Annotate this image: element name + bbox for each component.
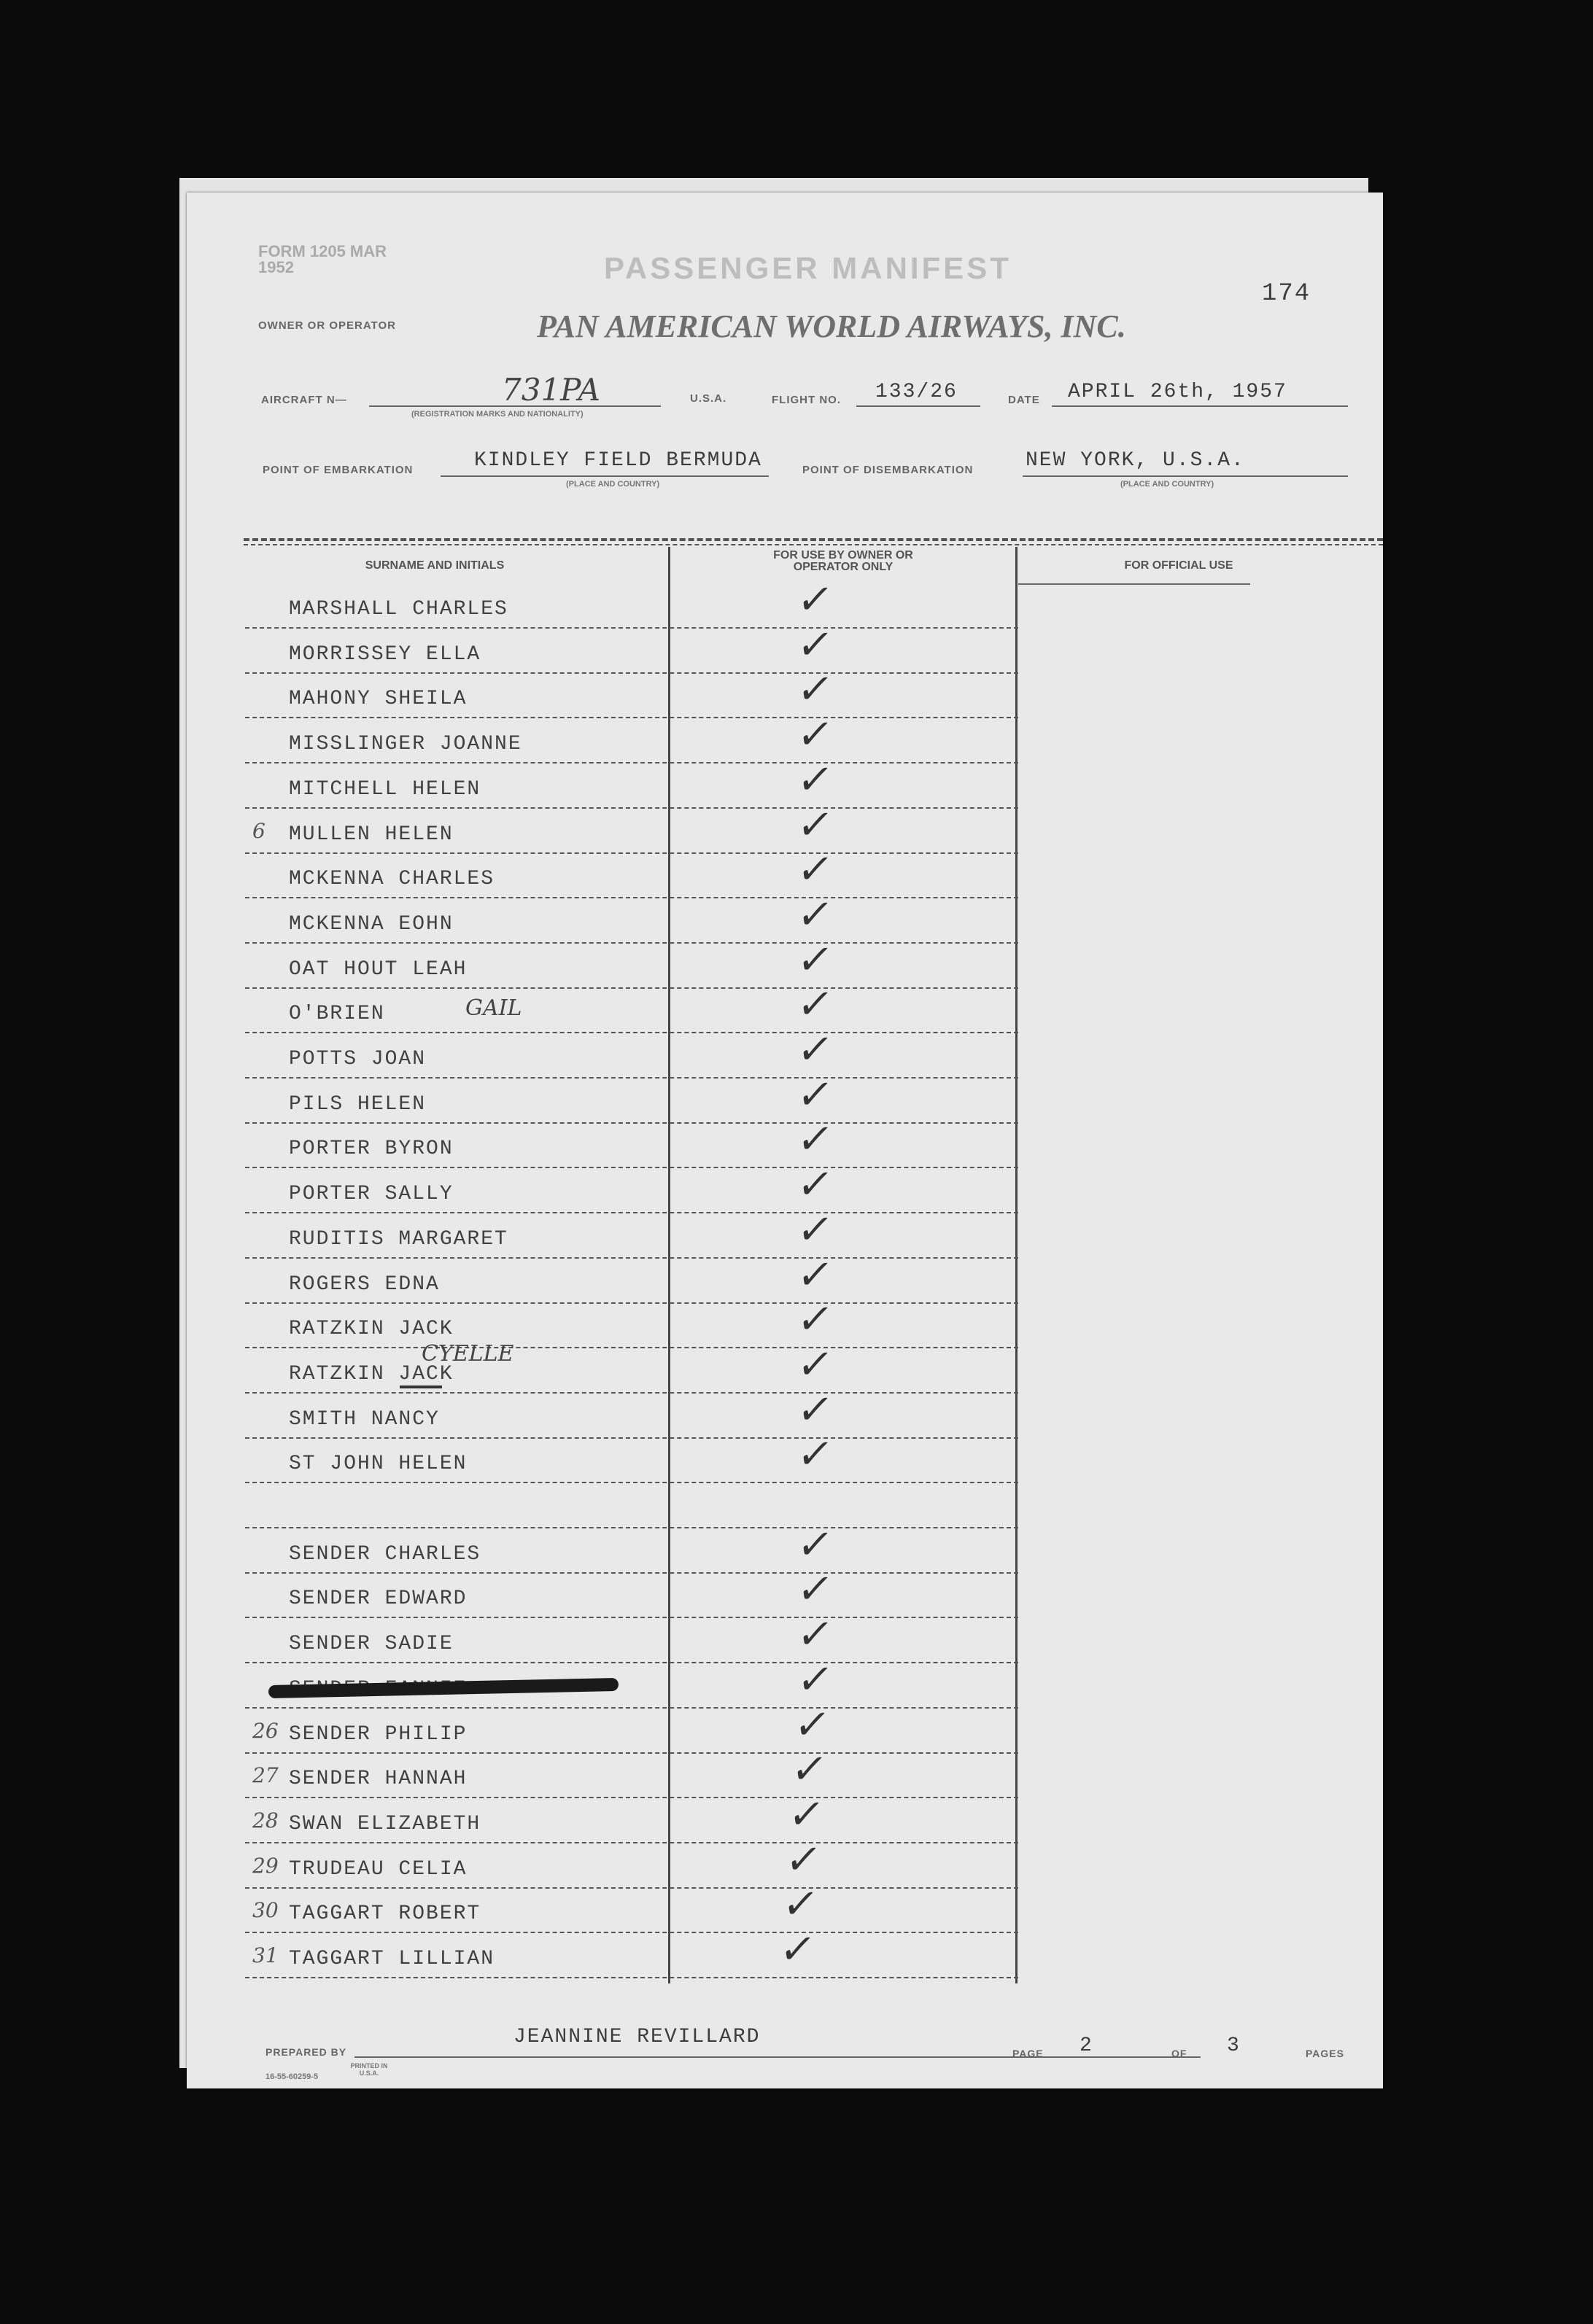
check-mark: ✓ [794, 1566, 837, 1613]
row-rule [245, 1212, 1018, 1213]
check-mark: ✓ [785, 1791, 828, 1838]
row-number: 28 [252, 1808, 279, 1833]
row-rule [245, 807, 1018, 809]
passenger-name: MORRISSEY ELLA [289, 643, 481, 666]
check-mark: ✓ [794, 1161, 837, 1208]
row-rule [245, 1392, 1018, 1394]
passenger-name: ROGERS EDNA [289, 1273, 440, 1296]
check-mark: ✓ [794, 576, 837, 623]
row-rule [245, 1887, 1018, 1889]
row-rule [245, 1842, 1018, 1843]
row-number: 26 [252, 1719, 279, 1743]
passenger-name: MCKENNA EOHN [289, 913, 454, 936]
disembark-place: NEW YORK, U.S.A. [1026, 449, 1245, 472]
row-rule [245, 762, 1018, 763]
row-rule [245, 717, 1018, 718]
page-label: PAGE [1012, 2048, 1044, 2059]
row-rule [245, 942, 1018, 944]
row-number: 31 [252, 1943, 279, 1967]
check-mark: ✓ [794, 1611, 837, 1658]
row-rule [245, 1122, 1018, 1124]
page-stamp-number: 174 [1262, 280, 1311, 308]
passenger-name: SENDER HANNAH [289, 1768, 468, 1790]
passenger-name: MAHONY SHEILA [289, 688, 468, 710]
row-rule [245, 1032, 1018, 1033]
passenger-name: O'BRIEN [289, 1003, 385, 1025]
row-rule [245, 1077, 1018, 1079]
row-rule [245, 1527, 1018, 1528]
check-mark: ✓ [794, 936, 837, 984]
passenger-name: MULLEN HELEN [289, 823, 454, 846]
row-rule [245, 1977, 1018, 1978]
row-rule [245, 1932, 1018, 1933]
col-surname: SURNAME AND INITIALS [365, 559, 505, 572]
row-rule [245, 1302, 1018, 1304]
row-rule [245, 1347, 1018, 1348]
check-mark: ✓ [794, 1071, 837, 1119]
check-mark: ✓ [794, 1521, 837, 1569]
handwritten-annotation: GAIL [465, 995, 522, 1021]
check-mark: ✓ [794, 846, 837, 893]
handwritten-annotation: CYELLE [422, 1341, 514, 1367]
date-label: DATE [1008, 394, 1040, 406]
col-official-use: FOR OFFICIAL USE [1124, 559, 1233, 572]
flight-label: FLIGHT NO. [772, 394, 841, 406]
row-rule [245, 1257, 1018, 1259]
check-mark: ✓ [794, 891, 837, 938]
embark-note: (PLACE AND COUNTRY) [566, 480, 660, 489]
row-rule [245, 1797, 1018, 1798]
passenger-name: RATZKIN JACK [289, 1363, 454, 1386]
row-rule [245, 1617, 1018, 1618]
check-mark: ✓ [782, 1836, 825, 1884]
passenger-name: TRUDEAU CELIA [289, 1858, 468, 1881]
row-number: 29 [252, 1854, 279, 1878]
check-mark: ✓ [794, 1431, 837, 1478]
row-rule [245, 987, 1018, 989]
passenger-name: PORTER SALLY [289, 1183, 454, 1205]
row-rule [245, 1707, 1018, 1709]
manifest-sheet [187, 193, 1383, 2088]
page-total: 3 [1227, 2035, 1241, 2057]
embark-place: KINDLEY FIELD BERMUDA [474, 449, 762, 472]
disembark-label: POINT OF DISEMBARKATION [802, 464, 974, 476]
check-mark: ✓ [794, 1026, 837, 1073]
check-mark: ✓ [794, 1386, 837, 1434]
row-rule [245, 627, 1018, 629]
check-mark: ✓ [791, 1701, 834, 1749]
of-label: OF [1171, 2048, 1187, 2059]
passenger-name: SWAN ELIZABETH [289, 1813, 481, 1835]
passenger-name: PILS HELEN [289, 1093, 427, 1116]
check-mark: ✓ [794, 801, 837, 849]
manifest-title: PASSENGER MANIFEST [604, 251, 1012, 285]
passenger-name: RATZKIN JACK [289, 1318, 454, 1340]
passenger-name: MARSHALL CHARLES [289, 598, 508, 621]
check-mark: ✓ [794, 1206, 837, 1254]
passenger-name: SENDER SADIE [289, 1633, 454, 1655]
passenger-name: TAGGART LILLIAN [289, 1948, 495, 1970]
passenger-name: SENDER CHARLES [289, 1543, 481, 1566]
check-mark: ✓ [794, 1251, 837, 1299]
row-rule [245, 1482, 1018, 1483]
flight-number: 133/26 [875, 381, 958, 403]
passenger-name: SENDER PHILIP [289, 1723, 468, 1746]
disembark-note: (PLACE AND COUNTRY) [1120, 480, 1214, 489]
row-rule [245, 1437, 1018, 1439]
owner-label: OWNER OR OPERATOR [258, 319, 396, 332]
passenger-name: OAT HOUT LEAH [289, 958, 468, 981]
passenger-name: POTTS JOAN [289, 1048, 427, 1070]
passenger-name: SMITH NANCY [289, 1408, 440, 1431]
passenger-name: TAGGART ROBERT [289, 1903, 481, 1925]
check-mark: ✓ [794, 1341, 837, 1388]
passenger-name: ST JOHN HELEN [289, 1453, 468, 1475]
form-number: 16-55-60259-5 [266, 2072, 319, 2081]
check-mark: ✓ [788, 1746, 831, 1793]
form-stamp: FORM 1205 MAR 1952 [258, 242, 387, 276]
aircraft-registration: 731PA [502, 372, 600, 408]
prepared-by-name: JEANNINE REVILLARD [513, 2026, 761, 2048]
check-mark: ✓ [794, 1296, 837, 1343]
check-mark: ✓ [794, 981, 837, 1028]
aircraft-label: AIRCRAFT N— [261, 394, 347, 406]
check-mark: ✓ [779, 1881, 822, 1928]
check-mark: ✓ [794, 1656, 837, 1703]
check-mark: ✓ [794, 756, 837, 804]
registration-note: (REGISTRATION MARKS AND NATIONALITY) [411, 410, 584, 419]
row-rule [245, 1752, 1018, 1754]
row-rule [245, 852, 1018, 854]
check-mark: ✓ [794, 666, 837, 713]
check-mark: ✓ [794, 711, 837, 758]
embark-label: POINT OF EMBARKATION [263, 464, 414, 476]
check-mark: ✓ [776, 1926, 819, 1973]
row-rule [245, 1662, 1018, 1663]
row-rule [245, 897, 1018, 898]
usa-label: U.S.A. [690, 392, 727, 405]
crossout-mark [400, 1386, 442, 1388]
prepared-by-label: PREPARED BY [266, 2046, 347, 2058]
airline-name: PAN AMERICAN WORLD AIRWAYS, INC. [537, 308, 1126, 344]
passenger-name: PORTER BYRON [289, 1138, 454, 1160]
check-mark: ✓ [794, 621, 837, 669]
row-rule [245, 1167, 1018, 1168]
pages-label: PAGES [1306, 2048, 1344, 2059]
passenger-name: RUDITIS MARGARET [289, 1228, 508, 1251]
printer-mark: PRINTED IN U.S.A. [350, 2062, 388, 2077]
passenger-name: MITCHELL HELEN [289, 778, 481, 801]
row-number: 6 [252, 819, 266, 843]
row-rule [245, 672, 1018, 674]
check-mark: ✓ [794, 1116, 837, 1163]
row-rule [245, 1572, 1018, 1574]
passenger-name: MISSLINGER JOANNE [289, 733, 522, 755]
col-owner-use: FOR USE BY OWNER OR OPERATOR ONLY [773, 549, 913, 573]
passenger-name: SENDER EDWARD [289, 1587, 468, 1610]
page-current: 2 [1080, 2035, 1093, 2057]
row-number: 27 [252, 1763, 279, 1787]
passenger-name: MCKENNA CHARLES [289, 868, 495, 890]
flight-date: APRIL 26th, 1957 [1068, 381, 1287, 403]
row-number: 30 [252, 1898, 279, 1922]
